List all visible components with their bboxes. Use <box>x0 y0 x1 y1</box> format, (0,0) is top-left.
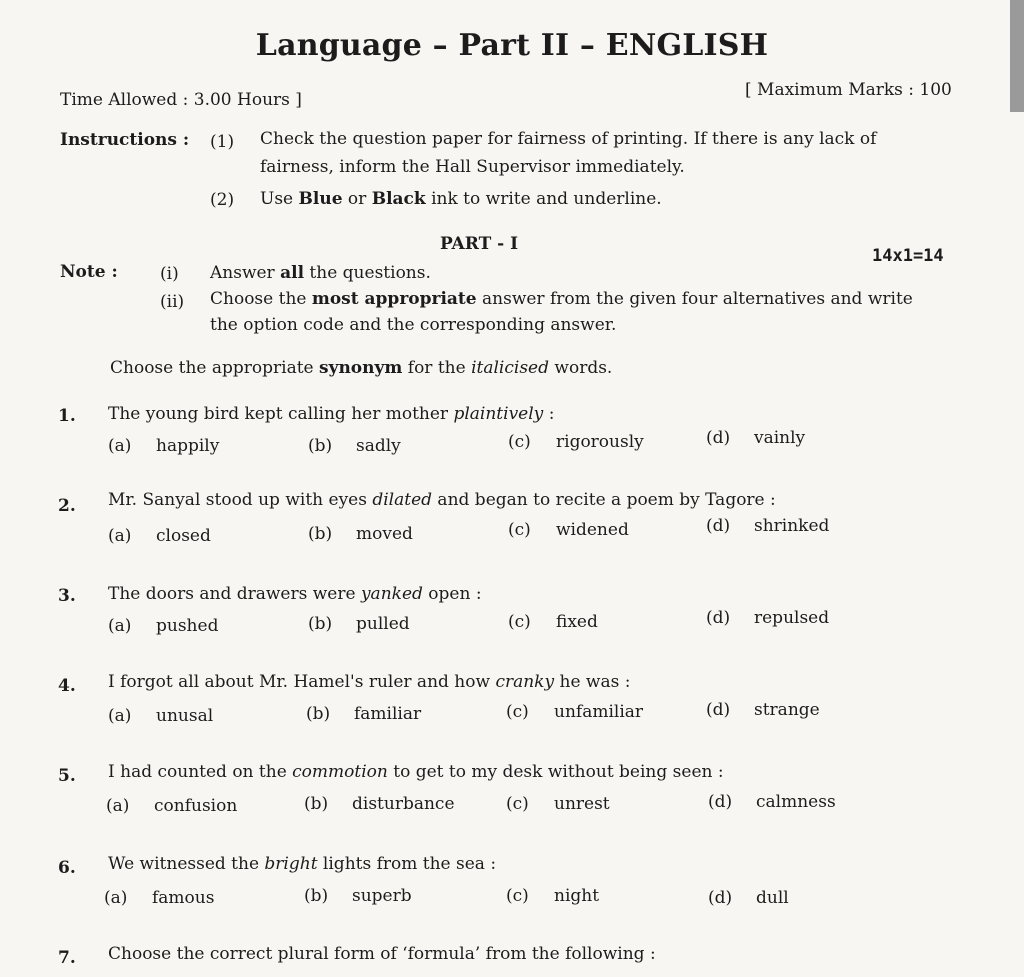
option-d: (d) calmness <box>708 792 836 812</box>
note-text: Choose the most appropriate answer from the given four alternatives and write the option code and the corresponding answer. <box>210 289 913 335</box>
option-b: (b) disturbance <box>304 794 455 814</box>
option-c: (c) fixed <box>508 612 598 632</box>
instruction-number: (1) <box>210 132 235 152</box>
option-a: (a) pushed <box>108 616 219 636</box>
option-a: (a) happily <box>108 436 220 456</box>
page-title: Language – Part II – ENGLISH <box>255 28 769 63</box>
option-b: (b) familiar <box>306 704 422 724</box>
option-c: (c) widened <box>508 520 629 540</box>
note-number: (ii) <box>160 292 185 312</box>
question-number: 2. <box>58 496 76 516</box>
option-b: (b) moved <box>308 524 413 544</box>
question-number: 1. <box>58 406 76 426</box>
option-a: (a) closed <box>108 526 211 546</box>
section-heading: Choose the appropriate synonym for the italicised words. <box>110 358 613 378</box>
option-b: (b) sadly <box>308 436 401 456</box>
instructions-label: Instructions : <box>60 130 190 150</box>
time-allowed: Time Allowed : 3.00 Hours ] <box>60 90 302 110</box>
option-d: (d) dull <box>708 888 789 908</box>
note-label: Note : <box>60 262 118 282</box>
option-b: (b) superb <box>304 886 412 906</box>
option-d: (d) vainly <box>706 428 806 448</box>
option-c: (c) unfamiliar <box>506 702 644 722</box>
question-text: I had counted on the commotion to get to my desk without being seen : <box>108 762 724 782</box>
option-d: (d) strange <box>706 700 820 720</box>
question-text: Choose the correct plural form of ‘formula’ from the following : <box>108 944 656 964</box>
question-number: 3. <box>58 586 76 606</box>
question-text: We witnessed the bright lights from the sea : <box>108 854 497 874</box>
option-c: (c) unrest <box>506 794 610 814</box>
note-text: Answer all the questions. <box>210 263 431 283</box>
option-a: (a) confusion <box>106 796 238 816</box>
option-a: (a) famous <box>104 888 215 908</box>
instruction-text: Check the question paper for fairness of printing. If there is any lack of fairness, inform the Hall Supervisor immediately. <box>260 129 877 177</box>
part-title: PART - I <box>440 234 519 254</box>
option-b: (b) pulled <box>308 614 410 634</box>
option-c: (c) night <box>506 886 600 906</box>
question-number: 7. <box>58 948 76 968</box>
question-text: The young bird kept calling her mother plaintively : <box>108 404 555 424</box>
instruction-number: (2) <box>210 190 235 210</box>
question-text: The doors and drawers were yanked open : <box>108 584 482 604</box>
question-text: Mr. Sanyal stood up with eyes dilated and began to recite a poem by Tagore : <box>108 490 776 510</box>
option-a: (a) unusal <box>108 706 214 726</box>
question-text: I forgot all about Mr. Hamel's ruler and how cranky he was : <box>108 672 631 692</box>
question-number: 6. <box>58 858 76 878</box>
note-number: (i) <box>160 264 179 284</box>
instruction-text: Use Blue or Black ink to write and underline. <box>260 189 662 209</box>
part-marks: 14x1=14 <box>872 246 944 266</box>
question-number: 5. <box>58 766 76 786</box>
option-d: (d) shrinked <box>706 516 830 536</box>
maximum-marks: [ Maximum Marks : 100 <box>745 80 952 100</box>
option-c: (c) rigorously <box>508 432 644 452</box>
question-number: 4. <box>58 676 76 696</box>
option-d: (d) repulsed <box>706 608 830 628</box>
